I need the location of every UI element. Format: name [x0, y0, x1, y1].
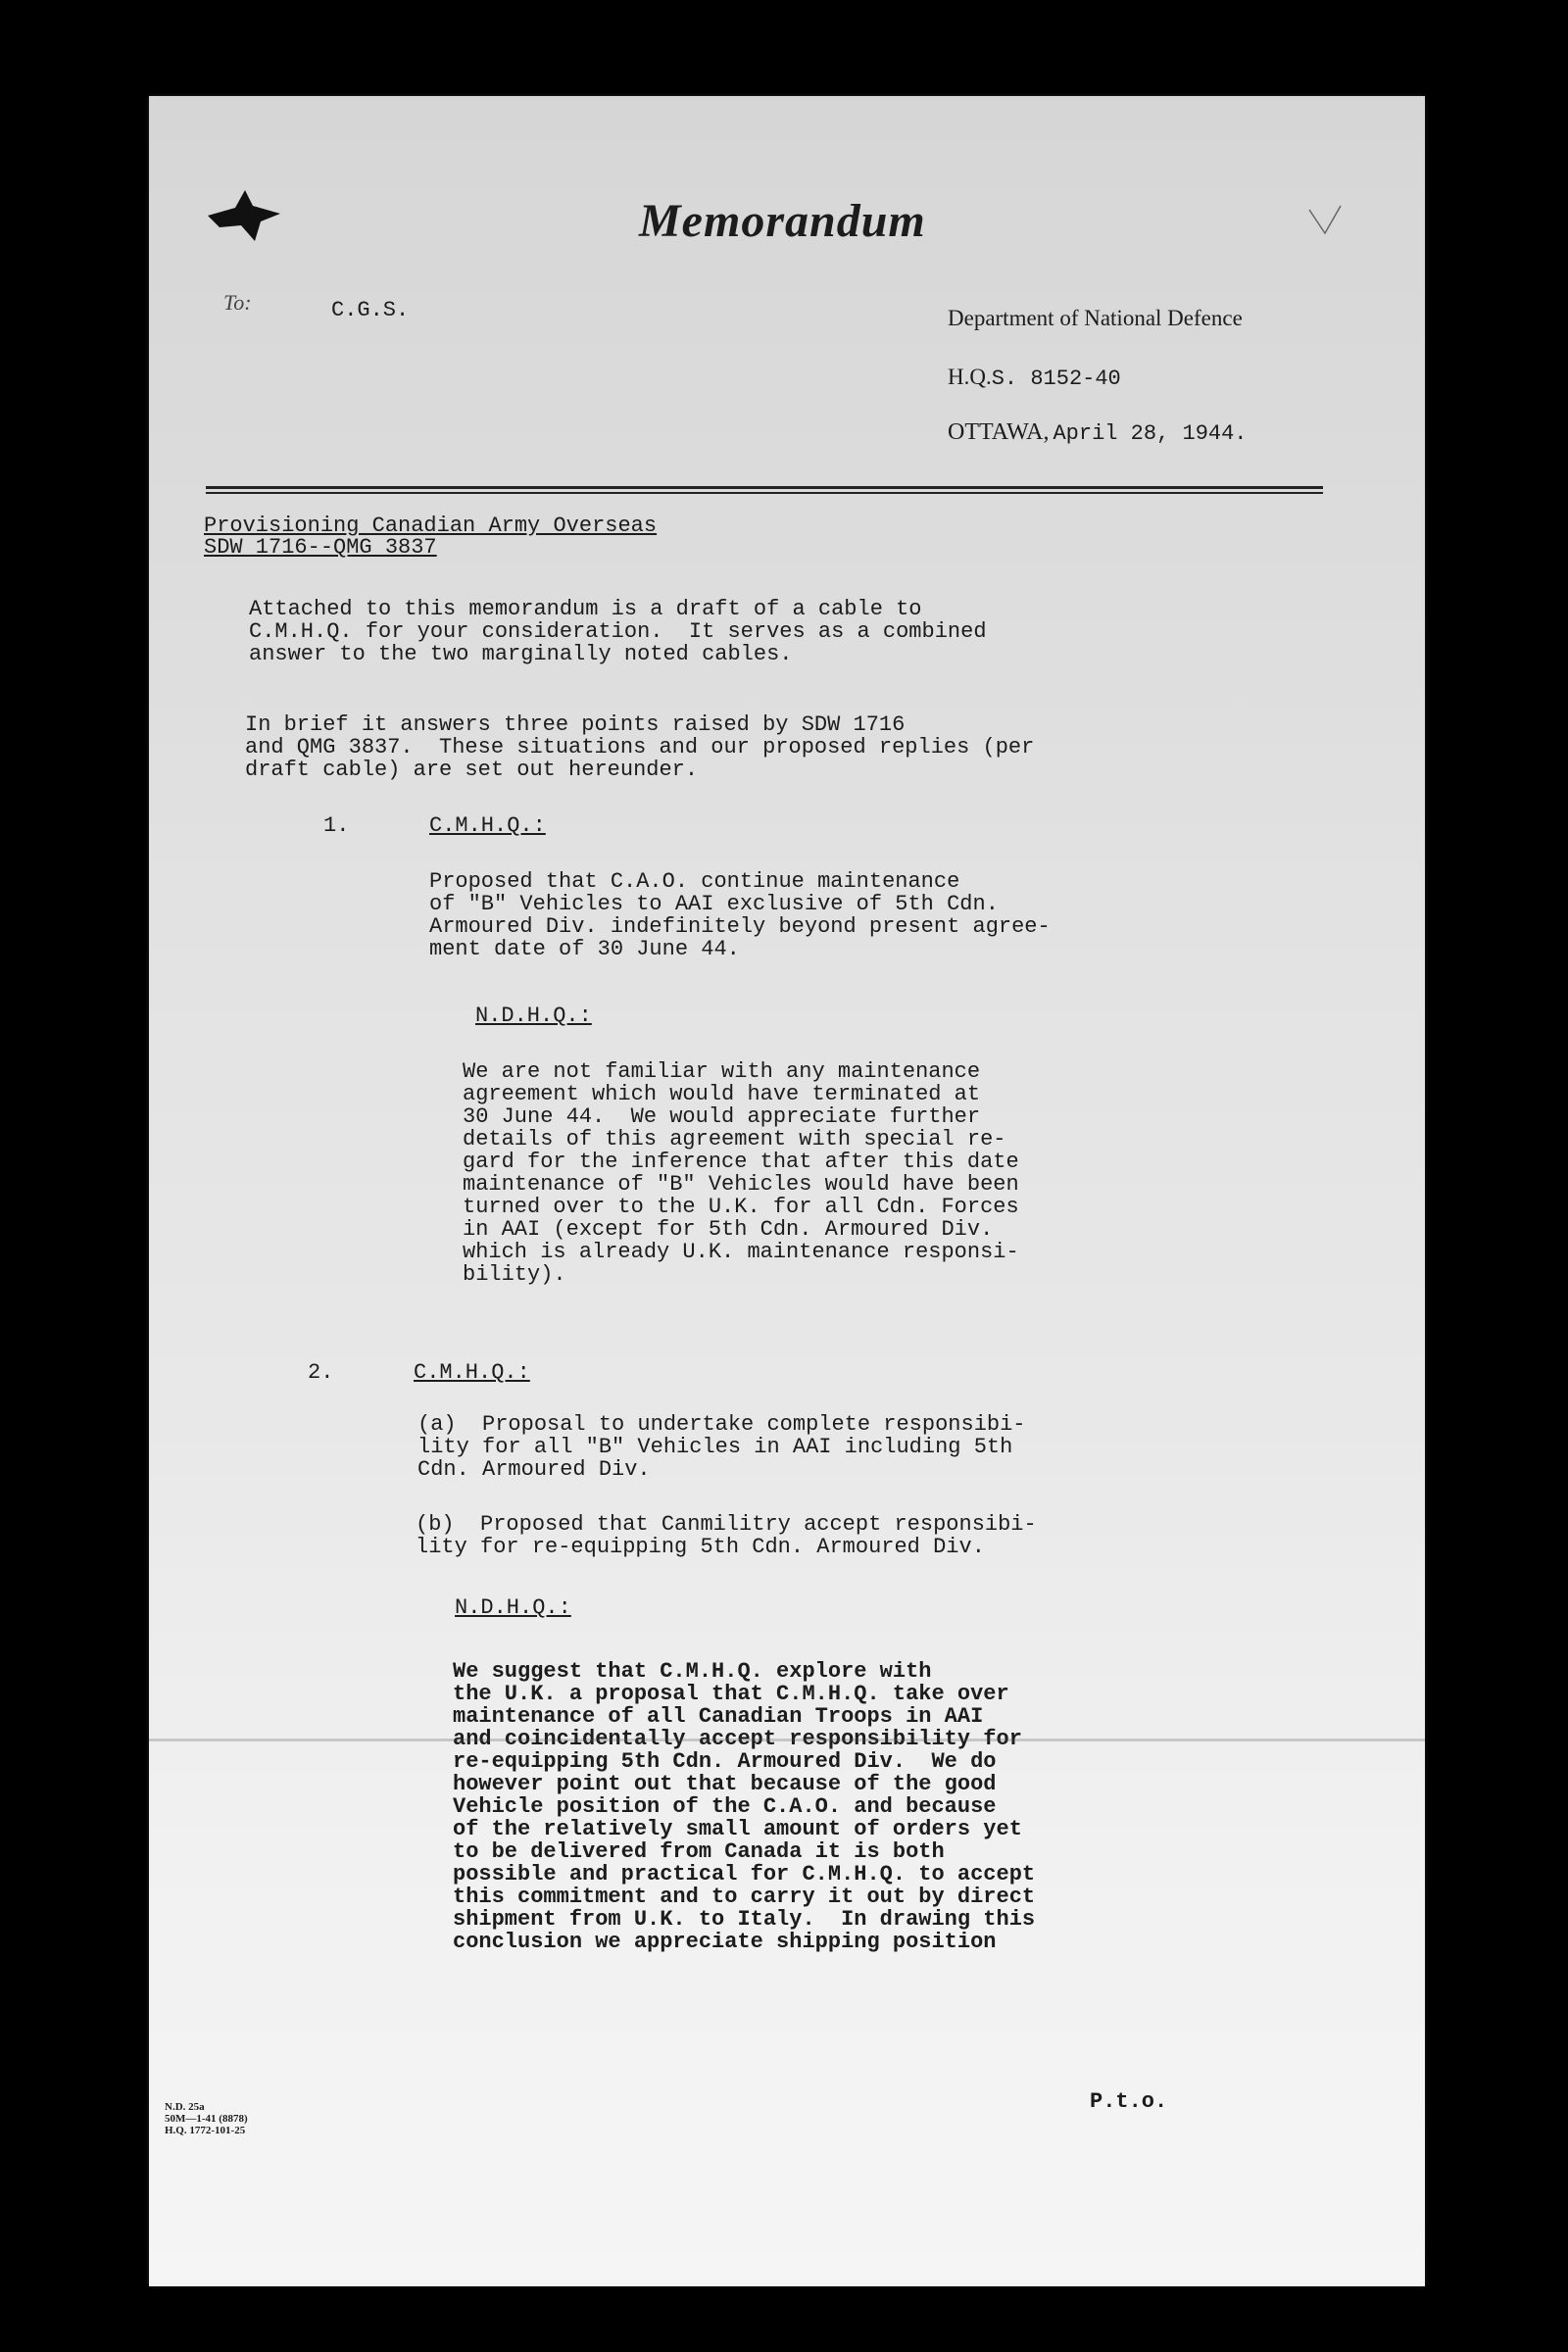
- item-2-a-text: (a) Proposal to undertake complete responsibi- lity for all "B" Vehicles in AAI including 5th Cdn. Armoured Div.: [417, 1412, 1026, 1482]
- subject-line-2: SDW 1716--QMG 3837: [204, 535, 437, 560]
- header-rule-second: [206, 492, 1323, 494]
- item-1-cmhq-heading: C.M.H.Q.:: [429, 813, 546, 838]
- hqs-number: S. 8152-40: [991, 367, 1121, 391]
- item-1-number: 1.: [323, 813, 350, 838]
- header-rule: [206, 486, 1323, 489]
- item-1-ndhq-text: We are not familiar with any maintenance agreement which would have terminated at 30 June 44. We would appreciate further details of this agreement with special re- gard for the inference that after this date maintenance of "B" Vehicles would have been turned over to the U.K. for all Cdn. Forces in AAI (except for 5th Cdn. Armoured Div. which is already U.K. maintenance responsi- bility).: [463, 1059, 1019, 1287]
- memo-date: April 28, 1944.: [1053, 421, 1248, 446]
- memorandum-page: [149, 96, 1425, 2286]
- crest-emblem-icon: [206, 186, 284, 245]
- item-1-cmhq-text: Proposed that C.A.O. continue maintenance of "B" Vehicles to AAI exclusive of 5th Cdn. Armoured Div. indefinitely beyond present agree- ment date of 30 June 44.: [429, 869, 1051, 961]
- item-2-ndhq-heading: N.D.H.Q.:: [455, 1595, 571, 1620]
- hqs-prefix: H.Q.: [948, 365, 992, 389]
- item-1-ndhq-heading: N.D.H.Q.:: [475, 1004, 592, 1028]
- department-name: Department of National Defence: [948, 306, 1243, 330]
- to-value: C.G.S.: [331, 298, 410, 322]
- to-label: To:: [223, 290, 252, 315]
- paragraph-brief: In brief it answers three points raised by SDW 1716 and QMG 3837. These situations and our proposed replies (per draft cable) are set out hereunder.: [245, 712, 1035, 782]
- memo-title: Memorandum: [639, 195, 926, 247]
- form-number: N.D. 25a 50M—1-41 (8878) H.Q. 1772-101-25: [165, 2101, 248, 2136]
- subject: [204, 515, 657, 559]
- paragraph-intro: Attached to this memorandum is a draft of a cable to C.M.H.Q. for your consideration. It serves as a combined answer to the two marginally noted cables.: [249, 597, 987, 666]
- item-2-b-text: (b) Proposed that Canmilitry accept responsibi- lity for re-equipping 5th Cdn. Armoured Div.: [416, 1512, 1037, 1559]
- item-2-cmhq-heading: C.M.H.Q.:: [414, 1360, 530, 1385]
- item-2-ndhq-text: We suggest that C.M.H.Q. explore with the U.K. a proposal that C.M.H.Q. take over maintenance of all Canadian Troops in AAI and coincidentally accept responsibility for re-equipping 5th Cdn. Armoured Div. We do however point out that because of the good Vehicle position of the C.A.O. and because of the relatively small amount of orders yet to be delivered from Canada it is both possible and practical for C.M.H.Q. to accept this commitment and to carry it out by direct shipment from U.K. to Italy. In drawing this conclusion we appreciate shipping position: [453, 1659, 1036, 1954]
- hqs-reference: [948, 365, 1121, 391]
- place: OTTAWA,: [948, 419, 1050, 445]
- please-turn-over: P.t.o.: [1090, 2089, 1168, 2114]
- subject-line-1: Provisioning Canadian Army Overseas: [204, 514, 658, 538]
- place-date: [948, 419, 1248, 446]
- item-2-number: 2.: [308, 1360, 334, 1385]
- scan-seam: [149, 1739, 1425, 1741]
- check-mark-icon: [1305, 204, 1345, 243]
